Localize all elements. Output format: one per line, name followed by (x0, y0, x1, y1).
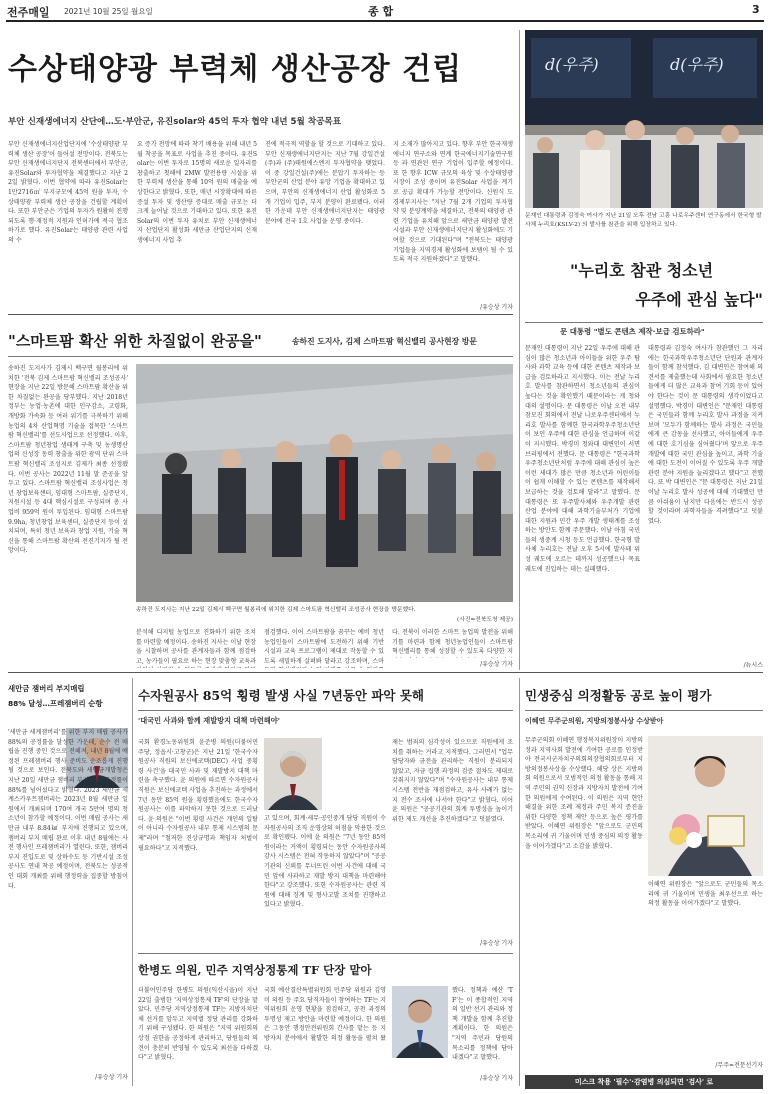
article7-headline: 민생중심 의정활동 공로 높이 평가 (525, 688, 712, 703)
article7-body: 무주군의회 이혜연 행정복지위원장이 지방의정과 지역사회 발전에 기여한 공로를 인정받아 전국시군자치구의회의장협의회로부터 지방의정봉사상을 수상했다. 해당 상은 지방의회 의원으로서 모범적인 의정 활동을 통해 지역 주민의 권익 신장과 지방자치 발전에 기여한 의원에게 수여된다. 이 의원은 지역 현안 해결을 위한 조례 제정과 주민 복지 증진을 위한 다양한 정책 제안 등으로 높은 평가를 받았다. 이혜연 위원장은 "앞으로도 군민의 목소리에 귀 기울이며 민생 중심의 의정 활동을 이어가겠다"고 소감을 밝혔다. (525, 737, 643, 850)
divider-vertical-bottom-left (132, 678, 133, 1086)
footer-banner-text: 미스크 착용 '필수'·감염병 의심되면 '검사' 로 (574, 1078, 714, 1086)
award-photo (648, 736, 763, 876)
smartfarm-photo-caption: 송하진 도지사는 지난 22일 김제시 백구면 월봉리에 위치한 김제 스마트팜 혁신밸리 조성공사 현장을 방문했다. (136, 607, 416, 613)
article6-portrait (392, 986, 448, 1058)
divider-c (138, 953, 513, 954)
article2-headline-line1: "누리호 참관 청소년 (570, 261, 714, 280)
issue-date: 2021년 10월 25일 월요일 (64, 7, 153, 16)
article7-caption: 이혜연 위원장은 "앞으로도 군민들의 목소리에 귀 기울이며 민생을 최우선으로 하는 의정 활동을 이어가겠다"고 말했다. (648, 881, 763, 908)
article5-headline: 수자원공사 85억 횡령 발생 사실 7년동안 파악 못해 (138, 688, 424, 703)
article2-byline: /뉴시스 (743, 662, 763, 669)
article4-body: '새만금 세계잼버리'를 위한 부지 매립 공사가 88%의 공정률을 달성한 가운데, 순수 전 매립을 진행 중인 것으로 전해져, 내년 8월에 예정된 프레잼버리 행사 준비도 순조롭게 진행될 것으로 보인다. 전북도와 새만금개발청은 지난 20일 새만금 잼버리 부지 매립 공정률이 88%를 넘어섰다고 밝혔다. 2023 새만금 세계스카우트잼버리는 2023년 8월 새만금 일원에서 개최되며 170여 개국 5만여 명의 청소년이 참가할 예정이다. 이번 매립 공사는 새만금 내부 8.84㎢ 부지에 진행되고 있으며, 잼버리 부지 매립 완료 이후 내년 8월에는 사전 행사인 프레잼버리가 열린다. 또한, 잼버리 부지 진입도로 및 상하수도 등 기반시설 조성 공사도 연내 착공 예정이며, 전북도는 성공적인 대회 개최를 위해 행정력을 집중할 방침이다. (8, 729, 128, 890)
masthead-rule (6, 20, 764, 22)
article3-head-rule (8, 356, 513, 357)
article5-byline: /유승상 기자 (480, 940, 513, 947)
article5-subhead: '대국민 사과와 함께 재발방지 대책 마련해야' (138, 716, 280, 725)
nuri-photo-caption: 문재인 대통령과 김정숙 여사가 지난 21일 오후 전남 고흥 나로우주센터 연구동에서 한국형 발사체 누리호(KSLV-2) 의 발사를 참관을 위해 입장하고 있다. (525, 213, 762, 228)
divider-b (8, 672, 763, 673)
article6-headline: 한병도 의원, 민주 지역상정통제 TF 단장 맡아 (138, 963, 372, 977)
article5-col3: 제는 범죄의 심각성이 있으므로 직원에게 조치를 취하는 거라고 지적했다. 그러면서 "업무 담당자와 금전을 관리하는 직원이 분리되지 않았고, 자금 집행 과정의 검증 절차도 제대로 갖춰지지 않았다"며 "수자원공사는 내부 통제 시스템 전반을 재점검하고, 유사 사례가 없는지 전수 조사에 나서야 한다"고 밝혔다. 이어 윤 의원은 "공공기관의 회계 투명성을 높이기 위한 제도 개선을 추진하겠다"고 덧붙였다. (392, 739, 513, 823)
article3-byline: /유승상 기자 (480, 661, 513, 668)
article1-headline: 수상태양광 부력체 생산공장 건립 (8, 52, 463, 87)
article1-col2: 요 증가 전망에 따라 착기 배용을 위해 내년 5월 착공을 목표로 사업을 추진 중이다. 유진Solar는 이번 투자로 15명의 새로운 일자리를 창출하고 첫해에 2MW 발전용량 시설을 위한 부력체 생산을 통해 10억 원의 매출을 예상한다고 밝혔다. 또한, 매년 시장확대에 따른 증설 투자 및 생산량 증대로 매출 규모는 더 크게 늘어날 것으로 기대하고 있다. 또한 유진Solar의 이번 투자 유치로 부안 신재생에너지 산업단지 활성화 새만금 산업단지의 신재생에너지 사업 추 (137, 141, 257, 244)
article2-headline-line2: 우주에 관심 높다" (635, 290, 763, 309)
divider-vertical-top (519, 30, 520, 670)
article1-col4: 지 소재가 많아지고 있다. 향후 부안 한국재생에너지 연구소와 연계 한국에너지기술연구원 등 과 연관된 연구 기업이 입주할 예정이다. 또 한 향후 ICW 규모의 육상 및 수상태양광 시장이 조성 중이며 유진Solar 사업을 계기로 공급 확대가 가능할 전망이다. 신원식 도 경제부지사는 "지난 7월 2개 기업의 투자협약 및 분양계약을 체결하고, 전북의 태양광 관련 기업을 유치해 앞으로 새만금 태양광 발전시설과 부안 신재생에너지단지 활성화에도 기여할 것으로 기대된다"며 "전북도는 태양광 기업들을 지역경제 활성화에 보탬이 될 수 있도록 적극 지원하겠다"고 말했다. (393, 141, 513, 264)
article3-sidehead: 송하진 도지사, 김제 스마트팜 혁신밸리 공사현장 방문 (292, 337, 477, 346)
section-title: 종 합 (368, 5, 394, 18)
article6-col1: 더불어민주당 한병도 의원(익산시을)이 지난 22일 출범한 '지역상정통제 TF'의 단장을 맡았다. 민주당 지역상정통제 TF는 지방자치단체 선거를 앞두고 지역별 정당 관리를 강화하기 위해 구성됐다. 한 의원은 "지역 위원회의 상정 권한을 공정하게 관리하고, 당원들의 의견이 충분히 반영될 수 있도록 최선을 다하겠다"고 밝혔다. (138, 987, 258, 1062)
article2-subhead: 문 대통령 "별도 콘텐츠 제작·보급 검토하라" (560, 327, 705, 336)
masthead (0, 0, 770, 22)
article6-col2: 국회 예산결산특별위원회 민주당 위원과 김영미 의원 등 주요 당직자들이 참여하는 TF는 지역위원회 운영 현황을 점검하고, 공천 과정의 투명성 제고 방안을 마련할 예정이다. 한 의원은 그동안 행정안전위원회 간사를 맡는 등 지방자치 분야에서 활발한 의정 활동을 펼쳐 왔다. (264, 987, 386, 1052)
divider-a (8, 314, 513, 315)
article1-subhead: 부안 신재생에너지 산단에…도·부안군, 유진solar와 45억 투자 협약 내년 5월 착공목표 (8, 117, 342, 127)
footer-banner (525, 1075, 763, 1089)
smartfarm-photo-credit: (사진=전북도청 제공) (456, 617, 513, 623)
smartfarm-photo (136, 364, 513, 602)
article3-col2: 분석해 디지털 농업으로 진화하기 위한 조치를 마련할 예정이다. 송하진 지사는 이날 현장을 시찰하며 공사를 관계자들과 함께 점검하고, 농가들이 필요로 하는 현장 맞춤형 교육과 (136, 629, 256, 665)
article4-headline2: 88% 달성…프레잼버리 순항 (8, 699, 103, 708)
article2-col2: 대통령과 김정숙 여사가 참관했던 그 자리에는 한국과학우주청소년단 단원과 관계자들이 함께 참석했다. 김 대변인은 참여해 의견서를 제출했는데 사회에서 필요한 청소년들에게 더 많은 교육과 참여 기회 등이 있어야 한다는 것이 문 대통령의 생각이었다고 설명했다. 박경미 대변인은 "문재인 대통령은 국민들과 함께 누리호 발사 과정을 지켜보며 '모두가 함께하는 발사 과정은 국민들에게 큰 감동을 선사했고, 아이들에게 우주에 대한 호기심을 심어줬다'며 앞으로 우주 개발에 대한 국민 관심을 높이고, 과학 기술에 대한 도전이 이어질 수 있도록 우주 개발 관련 분야 지원을 늘리겠다고 했다"고 전했다. 또 박 대변인은 "문 대통령은 지난 21일 이날 누리호 발사 성공에 대해 기대했던 만큼 아쉬움이 남지만 다음에는 반드시 성공할 것이라며 과학자들을 격려했다"고 덧붙였다. (648, 345, 763, 525)
article5-portrait (264, 738, 322, 810)
nuri-launch-photo (525, 30, 763, 208)
article4-byline: /유승상 기자 (95, 1074, 128, 1081)
paper-name: 전주매일 (7, 6, 50, 19)
article3-col3: 점검했다. 이어 스마트팜을 꿈꾸는 예비 청년농업인들이 스마트팜에 도전하기 위해 기반 시설과 교육 프로그램이 제대로 작동할 수 있도록 세밀하게 살펴봐 달라고 강조하며, 스마 (264, 629, 384, 665)
article5-head-rule (138, 710, 513, 711)
article1-col1: 부안 신재생에너지산업단지에 '수상태양광 부력체 생산 공장'이 들어설 전망이다. 전북도는 부안 신재생에너지단지 전북센터에서 부안군, 유진Solar와 투자협약을 체결했다고 지난 22일 밝혔다. 이번 협약에 따라 유진Solar는 1만2716㎡ 부지규모에 45억 원을 투자, 수상태양광 부력체 생산 공장을 건립할 계획이다. 또한 부안군은 기업의 투자가 원활히 진행되도록 행·재정적 지원과 인허가에 적극 협조하기로 했다. 유진Solar는 태양광 관련 사업의 수 (8, 141, 128, 244)
article2-subhead-rule (525, 322, 763, 323)
svg-text:d(우주): d(우주) (670, 55, 724, 74)
article7-byline: /무주=전문선기자 (715, 1062, 763, 1069)
article5-col2b (326, 738, 386, 812)
article3-col1: 송하진 도지사가 김제시 백구면 월봉리에 위치한 '전북 김제 스마트팜 혁신밸리 조성공사' 현장을 지난 22일 방문해 스마트팜 확산을 위한 차질없는 완공을 당부했다. 지난 2018년 정부는 농업·농촌에 대한 인구감소, 고령화, 개방화 가속화 등 여러 위기를 극복하기 위해 농업의 4차 산업혁명 기술을 접목한 '스마트팜 혁신밸리'를 선도사업으로 선정했다. 이후, 스마트팜 청년창업 생태계 구축 및 농생명산업의 신성장 동력 창출을 위한 광역 단위 스마트팜 혁신밸리 조성지로 김제가 최종 선정됐다. 이번 공사는 2022년 11월 말 준공을 앞두고 있다. 스마트팜 혁신밸리 조성사업은 청년 창업보육센터, 임대형 스마트팜, 실증단지, 지원시설 등 4대 핵심시설로 구성되며 총 사업비 959억 원이 투입된다. 임대형 스마트팜 9.9ha, 청년창업 보육센터, 실증단지 등이 설치되며, 특히 청년 보육과 창업 지원, 기술 혁신을 통해 스마트팜 확산의 전진기지가 될 전망이다. (8, 365, 128, 555)
page-number: 3 (752, 3, 760, 16)
article5-col2: 고 있으며, 회계·세무·공인중개 담당 직원이 수자원공사의 조직 운영상의 허점을 악용한 것으로 확인됐다. 이에 윤 의원은 "7년 동안 85억 원이라는 거액이 횡령되는 동안 수자원공사의 감사 시스템은 전혀 작동하지 않았다"며 "공공기관의 신뢰를 무너뜨린 이번 사건에 대해 국민 앞에 사과하고 재발 방지 대책을 마련해야 한다"고 강조했다. 또한 수자원공사는 관련 직원에 대해 징계 및 형사고발 조치를 진행하고 있다고 밝혔다. (264, 815, 386, 909)
article6-col3: 했다. 정책과 예산 'TF'는 이 종합적인 지역의 일반 선거 관리와 정책 개발을 함께 추진할 계획이다. 한 의원은 "지역 주민과 당원의 목소리를 정책에 담아내겠다"고 말했다. (452, 987, 513, 1062)
article5-col1: 국회 환경노동위원회 윤준병 의원(더불어민주당, 정읍시·고창군)은 지난 21일 '한국수자원공사 직원의 보신에코텍(DEC) 사업 중횡령 사건'을 대국민 사과 및 재발방지 대책 마련을 촉구했다. 윤 의원에 따르면 수자원공사 직원은 보신에코텍 사업을 추진하는 과정에서 7년 동안 85억 원을 횡령했음에도 한국수자원공사는 이를 파악하지 못한 것으로 드러났다. 윤 의원은 "이번 횡령 사건은 개인의 일탈이 아니라 수자원공사 내부 통제 시스템의 문제"라며 "철저한 진상규명과 책임자 처벌이 필요하다"고 지적했다. (138, 739, 258, 852)
article7-head-rule (525, 710, 763, 711)
article1-byline: /유승상 기자 (480, 304, 513, 311)
article6-byline: /유승상 기자 (480, 1075, 513, 1082)
divider-vertical-bottom-right (519, 678, 520, 1086)
article1-col3: 진에 적극적 역할을 할 것으로 기대하고 있다. 부안 신재생에너지단지는 지난 7월 강일건설(주)과 (주)태원에스엔지 투자협약을 맺었다. 이 중 강일건설(주)에는 분압기 투자하는 등 부안군의 산업 분야 유망 기업을 확대하고 있으며, 부안의 신재생에너지 산업 활성화로 5개 기업이 입주, 부지 분양이 완료됐다. 이러한 가운데 부안 신재생에너지단지는 태양광 분야에 전국 1호 사업을 운영 중이다. (265, 141, 385, 225)
article2-col1: 문재인 대통령이 지난 22일 우주에 대해 관심이 많은 청소년과 아이들을 위한 우주 탐사와 과학 교육 등에 대한 콘텐츠 제작과 보급을 검토하라고 지시했다. 이는 전날 누리호 발사를 참관하면서 청소년들의 관심이 높다는 것을 확인했기 때문이라는 게 청와대의 설명이다. 문 대통령은 이날 오전 내부 참모진 회의에서 전날 나로우주센터에서 누리호 발사를 함께한 한국과학우주청소년단이 보인 우주에 대한 관심을 언급하며 이같이 지시했다. 박경미 청와대 대변인이 서면 브리핑에서 전했다. 문 대통령은 "한국과학우주청소년단처럼 우주에 대해 관심이 높은 이런 세대가 많은 만큼 청소년과 어린이들이 쉽게 이해할 수 있는 콘텐츠를 제작해서 보급하는 것을 검토해 달라"고 말했다. 문 대통령은 또 우주발사체와 우주개발 관련 산업 분야에 대해 과학기술부처가 기업에 대한 지원과 민간 우주 개발 생태계를 조성하는 방안도 함께 주문했다. 이날 아침 국민들의 생중계 시청 등도 언급했다. 한국형 발사체 누리호는 전날 오후 5시에 발사돼 위성 궤도에 오르는 데까지 성공했으나 목표 궤도에 진입하는 데는 실패했다. (525, 345, 640, 573)
article4-headline1: 새만금 잼버리 부지매립 (8, 684, 85, 693)
article7-subhead: 이혜연 무주군의원, 지방의정봉사상 수상받아 (525, 717, 664, 725)
article3-col4: 다. 전북이 이러한 스마트 농업의 발전을 위해 기틀 마련과 함께 청년농업인들이 스마트팜 혁신밸리를 통해 성장할 수 있도록 다양한 지 (392, 629, 513, 656)
article3-headline: "스마트팜 확산 위한 차질없이 완공을" (8, 332, 262, 350)
svg-text:d(우주): d(우주) (545, 55, 599, 74)
